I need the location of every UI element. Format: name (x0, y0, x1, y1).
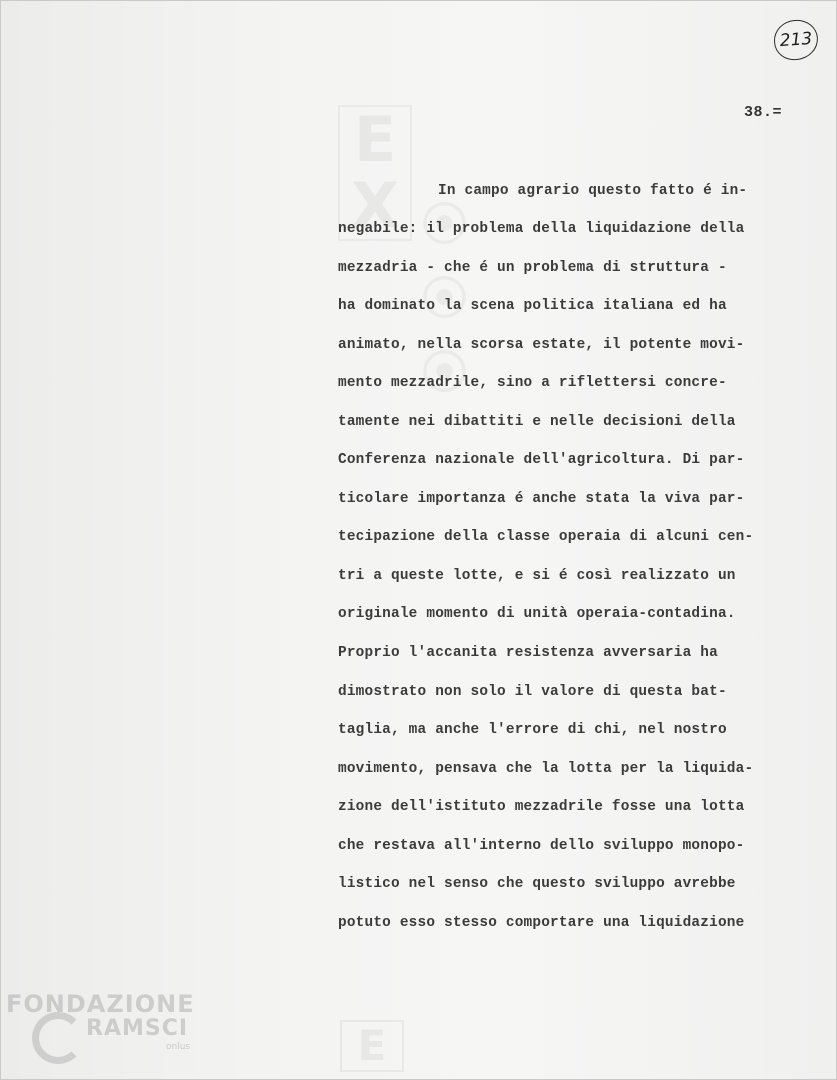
page-number: 38.= (744, 104, 783, 121)
text-line: ticolare importanza é anche stata la viva par- (338, 491, 745, 507)
text-line: ha dominato la scena politica italiana ed ha (338, 298, 727, 314)
text-line: tri a queste lotte, e si é così realizzato un (338, 568, 736, 584)
logo-text-bottom: RAMSCI (86, 1016, 189, 1041)
text-line: In campo agrario questo fatto é in- (438, 183, 748, 199)
text-line: taglia, ma anche l'errore di chi, nel nostro (338, 722, 727, 738)
text-line: Conferenza nazionale dell'agricoltura. Di par- (338, 452, 745, 468)
text-line: Proprio l'accanita resistenza avversaria ha (338, 645, 718, 661)
logo-subtext: onlus (166, 1042, 191, 1052)
text-line: originale momento di unità operaia-contadina. (338, 606, 736, 622)
folio-number: 213 (773, 19, 820, 62)
fondazione-gramsci-logo (6, 990, 216, 1075)
text-line: mezzadria - che é un problema di struttura - (338, 260, 727, 276)
text-line: zione dell'istituto mezzadrile fosse una lotta (338, 799, 745, 815)
text-line: dimostrato non solo il valore di questa bat- (338, 684, 727, 700)
faint-vertical-stamp: ⦿ ⦿ ⦿ (416, 200, 470, 401)
logo-text-top: FONDAZIONE (6, 990, 195, 1018)
text-line: tamente nei dibattiti e nelle decisioni della (338, 414, 736, 430)
text-line: che restava all'interno dello sviluppo monopo- (338, 838, 745, 854)
text-line: tecipazione della classe operaia di alcuni cen- (338, 529, 754, 545)
text-line: potuto esso stesso comportare una liquidazione (338, 915, 745, 931)
text-line: movimento, pensava che la lotta per la liquida- (338, 761, 754, 777)
logo-g-icon (32, 1012, 84, 1064)
text-line: listico nel senso che questo sviluppo avrebbe (338, 876, 736, 892)
text-line: animato, nella scorsa estate, il potente movi- (338, 337, 745, 353)
faint-archive-stamp: E X (338, 105, 412, 241)
faint-bottom-stamp: E (340, 1020, 404, 1072)
text-line: mento mezzadrile, sino a riflettersi concre- (338, 375, 727, 391)
text-line: negabile: il problema della liquidazione della (338, 221, 745, 237)
